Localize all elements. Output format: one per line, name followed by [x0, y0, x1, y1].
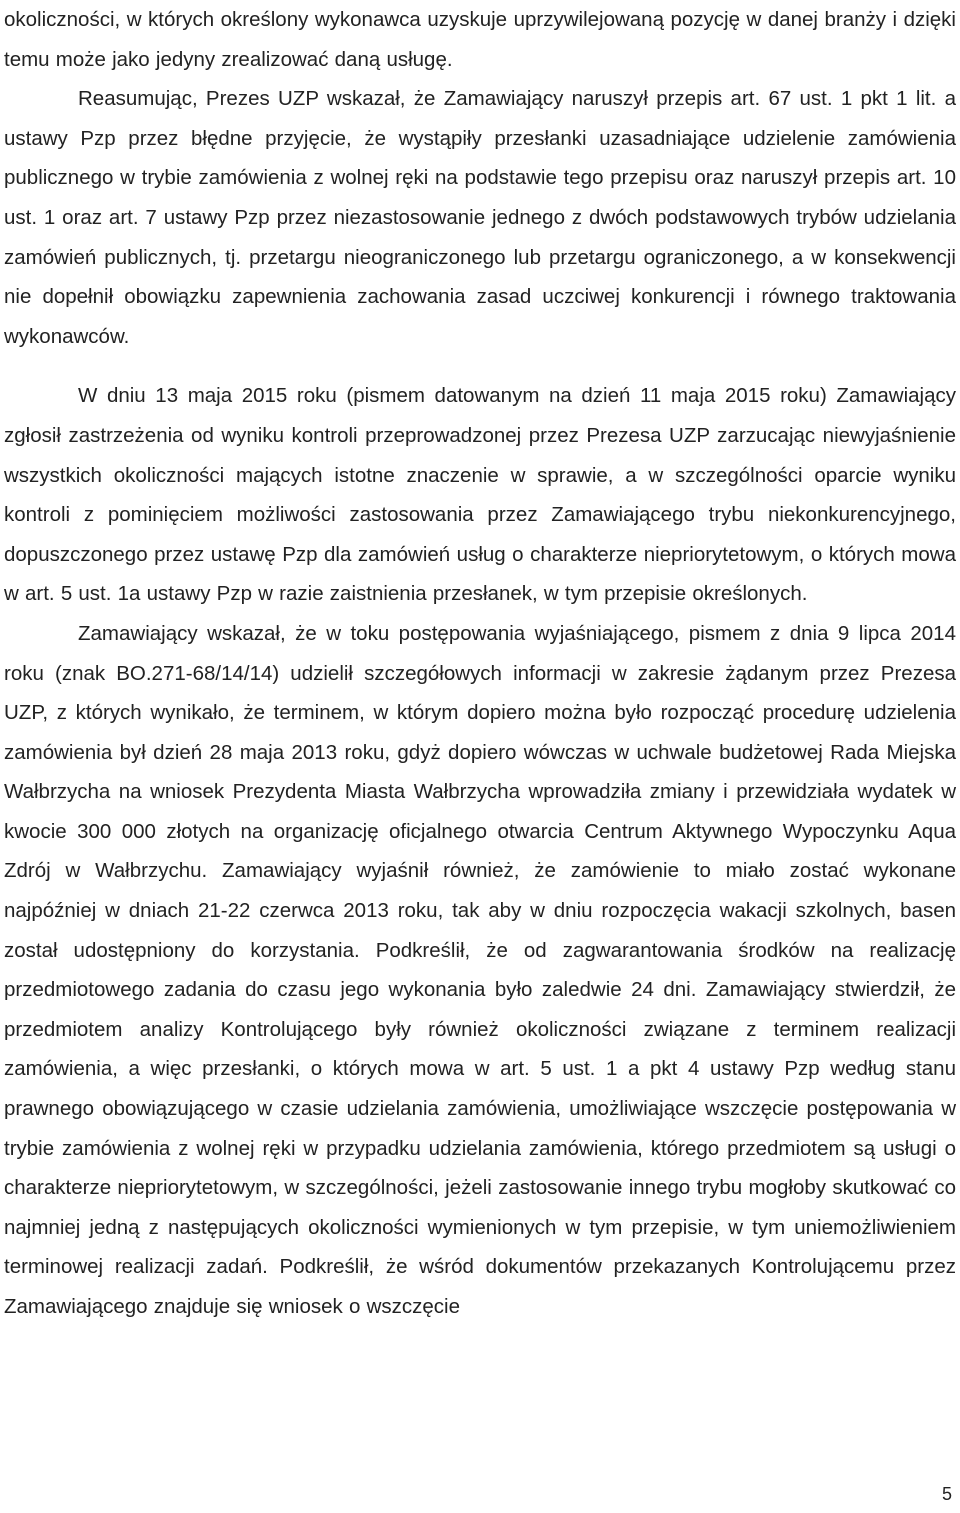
paragraph-3: W dniu 13 maja 2015 roku (pismem datowanym na dzień 11 maja 2015 roku) Zamawiający zgłosił zastrzeżenia od wyniku kontroli przeprowadzonej przez Prezesa UZP zarzucając niewyjaśnienie wszystkich okoliczności mających istotne znaczenie w sprawie, a w szczególności oparcie wyniku kontroli z pominięciem możliwości zastosowania przez Zamawiającego trybu niekonkurencyjnego, dopuszczonego przez ustawę Pzp dla zamówień usług o charakterze niepriorytetowym, o których mowa w art. 5 ust. 1a ustawy Pzp w razie zaistnienia przesłanek, w tym przepisie określonych. [4, 384, 956, 606]
page-number: 5 [941, 1484, 952, 1504]
paragraph-4: Zamawiający wskazał, że w toku postępowania wyjaśniającego, pismem z dnia 9 lipca 2014 roku (znak BO.271-68/14/14) udzielił szczegółowych informacji w zakresie żądanym przez Prezesa UZP, z których wynikało, że terminem, w którym dopiero można było rozpocząć procedurę udzielenia zamówienia był dzień 28 maja 2013 roku, gdyż dopiero wówczas w uchwale budżetowej Rada Miejska Wałbrzycha na wniosek Prezydenta Miasta Wałbrzycha wprowadziła zmiany i przewidziała wydatek w kwocie 300 000 złotych na organizację oficjalnego otwarcia Centrum Aktywnego Wypoczynku Aqua Zdrój w Wałbrzychu. Zamawiający wyjaśnił również, że zamówienie to miało zostać wykonane najpóźniej w dniach 21-22 czerwca 2013 roku, tak aby w dniu rozpoczęcia wakacji szkolnych, basen został udostępniony do korzystania. Podkreślił, że od zagwarantowania środków na realizację przedmiotowego zadania do czasu jego wykonania było zaledwie 24 dni. Zamawiający stwierdził, że przedmiotem analizy Kontrolującego były również okoliczności związane z terminem realizacji zamówienia, a więc przesłanki, o których mowa w art. 5 ust. 1 a pkt 4 ustawy Pzp według stanu prawnego obowiązującego w czasie udzielania zamówienia, umożliwiające wszczęcie postępowania w trybie zamówienia z wolnej ręki w przypadku udzielania zamówienia, którego przedmiotem są usługi o charakterze niepriorytetowym, w szczególności, jeżeli zastosowanie innego trybu mogłoby skutkować co najmniej jedną z następujących okoliczności wymienionych w tym przepisie, w tym uniemożliwieniem terminowej realizacji zadań. Podkreślił, że wśród dokumentów przekazanych Kontrolującemu przez Zamawiającego znajduje się wniosek o wszczęcie [4, 621, 956, 1318]
paragraph-1: okoliczności, w których określony wykonawca uzyskuje uprzywilejowaną pozycję w danej branży i dzięki temu może jako jedyny zrealizować daną usługę. [4, 8, 956, 71]
document-page [4, 0, 956, 1327]
paragraph-2: Reasumując, Prezes UZP wskazał, że Zamawiający naruszył przepis art. 67 ust. 1 pkt 1 lit. a ustawy Pzp przez błędne przyjęcie, że wystąpiły przesłanki uzasadniające udzielenie zamówienia publicznego w trybie zamówienia z wolnej ręki na podstawie tego przepisu oraz naruszył przepis art. 10 ust. 1 oraz art. 7 ustawy Pzp przez niezastosowanie jednego z dwóch podstawowych trybów udzielania zamówień publicznych, tj. przetargu nieograniczonego lub przetargu ograniczonego, a w konsekwencji nie dopełnił obowiązku zapewnienia zachowania zasad uczciwej konkurencji i równego traktowania wykonawców. [4, 87, 956, 348]
